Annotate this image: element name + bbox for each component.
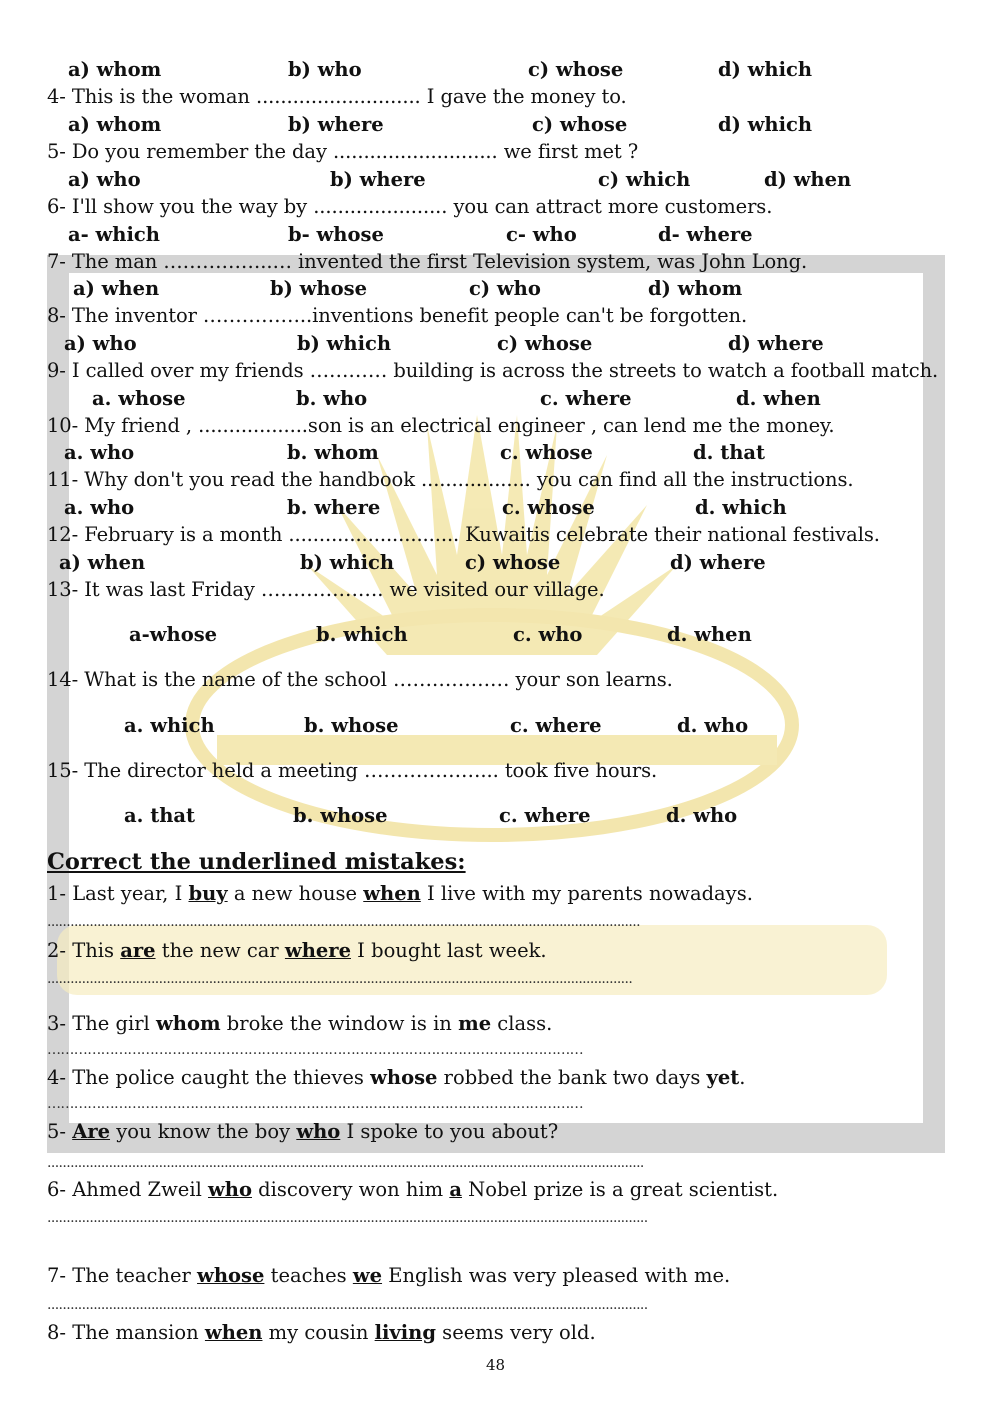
question-5: 5- Do you remember the day ........................... we first met ?: [47, 140, 639, 163]
option-d[interactable]: d. when: [736, 387, 821, 410]
underlined-mistake: whose: [197, 1264, 265, 1287]
sentence-text: 8- The mansion: [47, 1321, 205, 1344]
option-a[interactable]: a) who: [64, 332, 137, 355]
option-c[interactable]: c. where: [540, 387, 632, 410]
underlined-mistake: living: [374, 1321, 436, 1344]
sentence-text: English was very pleased with me.: [382, 1264, 731, 1287]
option-b[interactable]: b) where: [288, 113, 384, 136]
option-a[interactable]: a. whose: [92, 387, 186, 410]
answer-line[interactable]: ...........................................................................................................................................................: [47, 1155, 644, 1171]
underlined-mistake: we: [352, 1264, 383, 1287]
option-a[interactable]: a) whom: [68, 58, 162, 81]
correction-sentence-8: [47, 1321, 596, 1344]
sentence-text: class.: [491, 1012, 553, 1035]
correction-sentence-7: [47, 1264, 730, 1287]
option-c[interactable]: c. who: [513, 623, 583, 646]
bold-mistake: yet: [706, 1066, 740, 1089]
correction-sentence-2: [47, 939, 547, 962]
bold-mistake: me: [458, 1012, 492, 1035]
underlined-mistake: buy: [188, 882, 228, 905]
section-heading: Correct the underlined mistakes:: [47, 849, 466, 875]
option-c[interactable]: c) whose: [497, 332, 593, 355]
question-4: 4- This is the woman ........................... I gave the money to.: [47, 85, 627, 108]
option-d[interactable]: d. that: [693, 441, 766, 464]
sentence-text: I bought last week.: [350, 939, 547, 962]
option-d[interactable]: d. who: [677, 714, 749, 737]
option-c[interactable]: c. where: [499, 804, 591, 827]
answer-line[interactable]: ............................................................................................................................................................: [47, 1297, 648, 1313]
question-12: 12- February is a month ............................ Kuwaitis celebrate their national festivals.: [47, 523, 880, 546]
option-b[interactable]: b) who: [288, 58, 362, 81]
option-b[interactable]: b. whose: [304, 714, 399, 737]
sentence-text: my cousin: [262, 1321, 375, 1344]
option-d[interactable]: d) when: [764, 168, 852, 191]
sentence-text: 1- Last year, I: [47, 882, 189, 905]
option-c[interactable]: c) whose: [528, 58, 624, 81]
sentence-text: 3- The girl: [47, 1012, 156, 1035]
sentence-text: 6- Ahmed Zweil: [47, 1178, 208, 1201]
bold-mistake: whom: [155, 1012, 221, 1035]
question-9: 9- I called over my friends ………… building is across the streets to watch a football match.: [47, 359, 939, 382]
sentence-text: robbed the bank two days: [437, 1066, 707, 1089]
answer-line[interactable]: …………………………………………………………………………………………………………: [47, 1042, 584, 1058]
option-d[interactable]: d. who: [666, 804, 738, 827]
answer-line[interactable]: …………………………………………………………………………………………………………: [47, 1096, 584, 1112]
correction-sentence-1: [47, 882, 753, 905]
option-c[interactable]: c) who: [469, 277, 541, 300]
underlined-mistake: when: [204, 1321, 263, 1344]
option-b[interactable]: b) which: [300, 551, 395, 574]
option-d[interactable]: d) which: [718, 113, 813, 136]
option-a[interactable]: a-whose: [129, 623, 218, 646]
option-d[interactable]: d) where: [728, 332, 824, 355]
correction-sentence-6: [47, 1178, 778, 1201]
sentence-text: 7- The teacher: [47, 1264, 198, 1287]
sentence-text: Nobel prize is a great scientist.: [461, 1178, 779, 1201]
question-14: 14- What is the name of the school ……………… your son learns.: [47, 668, 673, 691]
option-a[interactable]: a. that: [124, 804, 196, 827]
correction-sentence-4: [47, 1066, 745, 1089]
option-b[interactable]: b. whose: [293, 804, 388, 827]
question-7: 7- The man ……………..… invented the first Television system, was John Long.: [47, 250, 808, 273]
sentence-text: you know the boy: [110, 1120, 297, 1143]
sentence-text: discovery won him: [251, 1178, 450, 1201]
option-c[interactable]: c. where: [510, 714, 602, 737]
option-d[interactable]: d. when: [667, 623, 752, 646]
option-b[interactable]: b- whose: [288, 223, 384, 246]
option-b[interactable]: b. whom: [287, 441, 379, 464]
sentence-text: seems very old.: [435, 1321, 596, 1344]
sentence-text: 2- This: [47, 939, 121, 962]
sentence-text: broke the window is in: [220, 1012, 459, 1035]
answer-line[interactable]: ........................................................................................................................................................: [47, 971, 633, 987]
question-11: 11- Why don't you read the handbook .................. you can find all the instructions.: [47, 468, 854, 491]
option-c[interactable]: c) whose: [532, 113, 628, 136]
sentence-text: teaches: [264, 1264, 353, 1287]
option-d[interactable]: d- where: [658, 223, 753, 246]
sentence-text: the new car: [155, 939, 285, 962]
option-b[interactable]: b) whose: [270, 277, 368, 300]
underlined-mistake: who: [208, 1178, 252, 1201]
option-c[interactable]: c. whose: [502, 496, 595, 519]
option-a[interactable]: a) when: [59, 551, 146, 574]
sentence-text: a new house: [227, 882, 364, 905]
bold-mistake: whose: [370, 1066, 438, 1089]
underlined-mistake: where: [284, 939, 351, 962]
question-15: 15- The director held a meeting ………………... took five hours.: [47, 759, 658, 782]
page-number: 48: [486, 1356, 506, 1374]
option-a[interactable]: a- which: [68, 223, 160, 246]
sentence-text: 5-: [47, 1120, 73, 1143]
option-b[interactable]: b. where: [287, 496, 381, 519]
question-13: 13- It was last Friday ………………. we visited our village.: [47, 578, 605, 601]
question-6: 6- I'll show you the way by ...................... you can attract more customers.: [47, 195, 773, 218]
question-10: 10- My friend , ..................son is an electrical engineer , can lend me the money.: [47, 414, 835, 437]
option-a[interactable]: a) who: [68, 168, 141, 191]
option-d[interactable]: d) where: [670, 551, 766, 574]
option-b[interactable]: b) which: [297, 332, 392, 355]
sentence-text: I spoke to you about?: [340, 1120, 559, 1143]
option-c[interactable]: c) which: [598, 168, 691, 191]
option-d[interactable]: d. which: [695, 496, 787, 519]
answer-line[interactable]: ............................................................................................................................................................: [47, 1210, 648, 1226]
correction-sentence-5: [47, 1120, 558, 1143]
option-d[interactable]: d) which: [718, 58, 813, 81]
option-a[interactable]: a. which: [124, 714, 215, 737]
option-a[interactable]: a) whom: [68, 113, 162, 136]
option-a[interactable]: a. who: [64, 496, 135, 519]
question-8: 8- The inventor ……………..inventions benefit people can't be forgotten.: [47, 304, 748, 327]
option-d[interactable]: d) whom: [648, 277, 743, 300]
option-b[interactable]: b) where: [330, 168, 426, 191]
option-a[interactable]: a) when: [73, 277, 160, 300]
option-a[interactable]: a. who: [64, 441, 135, 464]
correction-sentence-3: [47, 1012, 552, 1035]
sentence-text: 4- The police caught the thieves: [47, 1066, 371, 1089]
underlined-mistake: are: [120, 939, 156, 962]
underlined-mistake: when: [363, 882, 421, 905]
option-c[interactable]: c. whose: [500, 441, 593, 464]
sentence-text: I live with my parents nowadays.: [420, 882, 753, 905]
option-c[interactable]: c- who: [506, 223, 577, 246]
option-b[interactable]: b. who: [296, 387, 368, 410]
underlined-mistake: Are: [72, 1120, 111, 1143]
option-b[interactable]: b. which: [316, 623, 408, 646]
sentence-text: .: [739, 1066, 746, 1089]
underlined-mistake: who: [296, 1120, 341, 1143]
underlined-mistake: a: [449, 1178, 462, 1201]
option-c[interactable]: c) whose: [465, 551, 561, 574]
answer-line[interactable]: ..........................................................................................................................................................: [47, 914, 640, 930]
